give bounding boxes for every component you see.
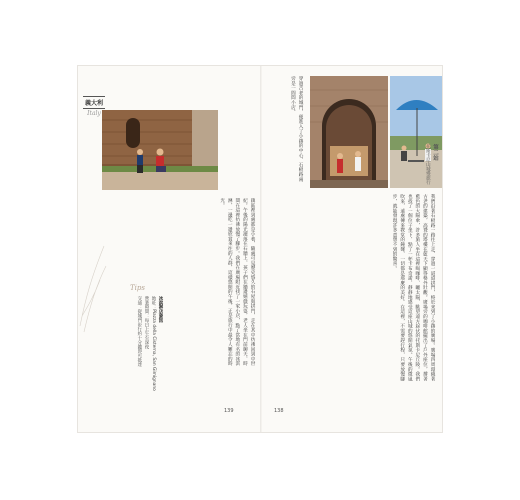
page-number-right: 138 [274, 408, 284, 414]
tips-title: 冰淇淋店資訊 [158, 296, 163, 323]
country-tab-en: Italy [87, 110, 101, 117]
tips-label: Tips [130, 284, 145, 292]
right-page-top-text: 穿過古老的城門，便進入了小鎮的中心，石板路兩旁是一間間小店。 [290, 76, 303, 182]
decorative-line-art [78, 236, 108, 336]
book-gutter [260, 66, 262, 432]
photo-children-illustration [102, 110, 218, 190]
book-spread [78, 66, 442, 432]
tips-box [108, 284, 164, 394]
section-tab-title: 第二站 [432, 144, 438, 161]
page-number-left: 139 [224, 408, 234, 414]
photo-children-stone-wall [102, 110, 218, 190]
section-tab [418, 144, 438, 185]
tips-line: 營業時間：每日上午至深夜 [143, 296, 149, 349]
section-tab-subtitle: 托斯卡尼山城慢旅行 [425, 144, 431, 185]
country-tab-zh: 義大利 [83, 96, 105, 109]
right-page-body-text: 我們沿著石板路一路往上走，穿過一道道拱門，終於來到了小鎮的廣場。廣場四周環繞著古老的建築，高聳的塔樓在藍天下顯得格外壯觀。廣場旁的咖啡館擺出了戶外座位，撐著藍色的大陽傘，許多旅人坐在這裡喝咖啡、曬太陽，眺望遠方起伏的托斯卡尼丘陵。我們也找了一個位子坐下，點了一杯卡布奇諾，靜靜地感受這座山城的悠閒氣氛。午後的微風吹來，遠處傳來教堂的鐘聲，一切都是那麼的美好。在這裡，不需要趕行程，只要放慢腳步，就能發現許多意想不到的驚喜。 [392, 194, 435, 382]
photo-archway-illustration [310, 76, 388, 188]
tips-text [108, 296, 164, 392]
tips-line: 交通：從城門步行約十分鐘即可抵達 [136, 296, 142, 367]
tips-line: 地址：Piazza della Cisterna, San Gimignano [150, 296, 156, 391]
left-page-body-text: 鎮區裡到處都是小巷，隨處可見歷史悠久的石屋與拱門，走在其中彷彿回到中世紀。午後的陽光灑落在石牆上，孩子們在牆邊嬉戲玩耍，老人坐在門前聊天，時間在這裡彷彿放慢了腳步。我們在廣場附近找了一家小店，點了當地有名的冰淇淋，一邊吃一邊欣賞來往的人群，這樣悠閒的午後，正是旅行中最令人難忘的時光。 [219, 198, 255, 366]
photo-stone-archway [310, 76, 388, 188]
